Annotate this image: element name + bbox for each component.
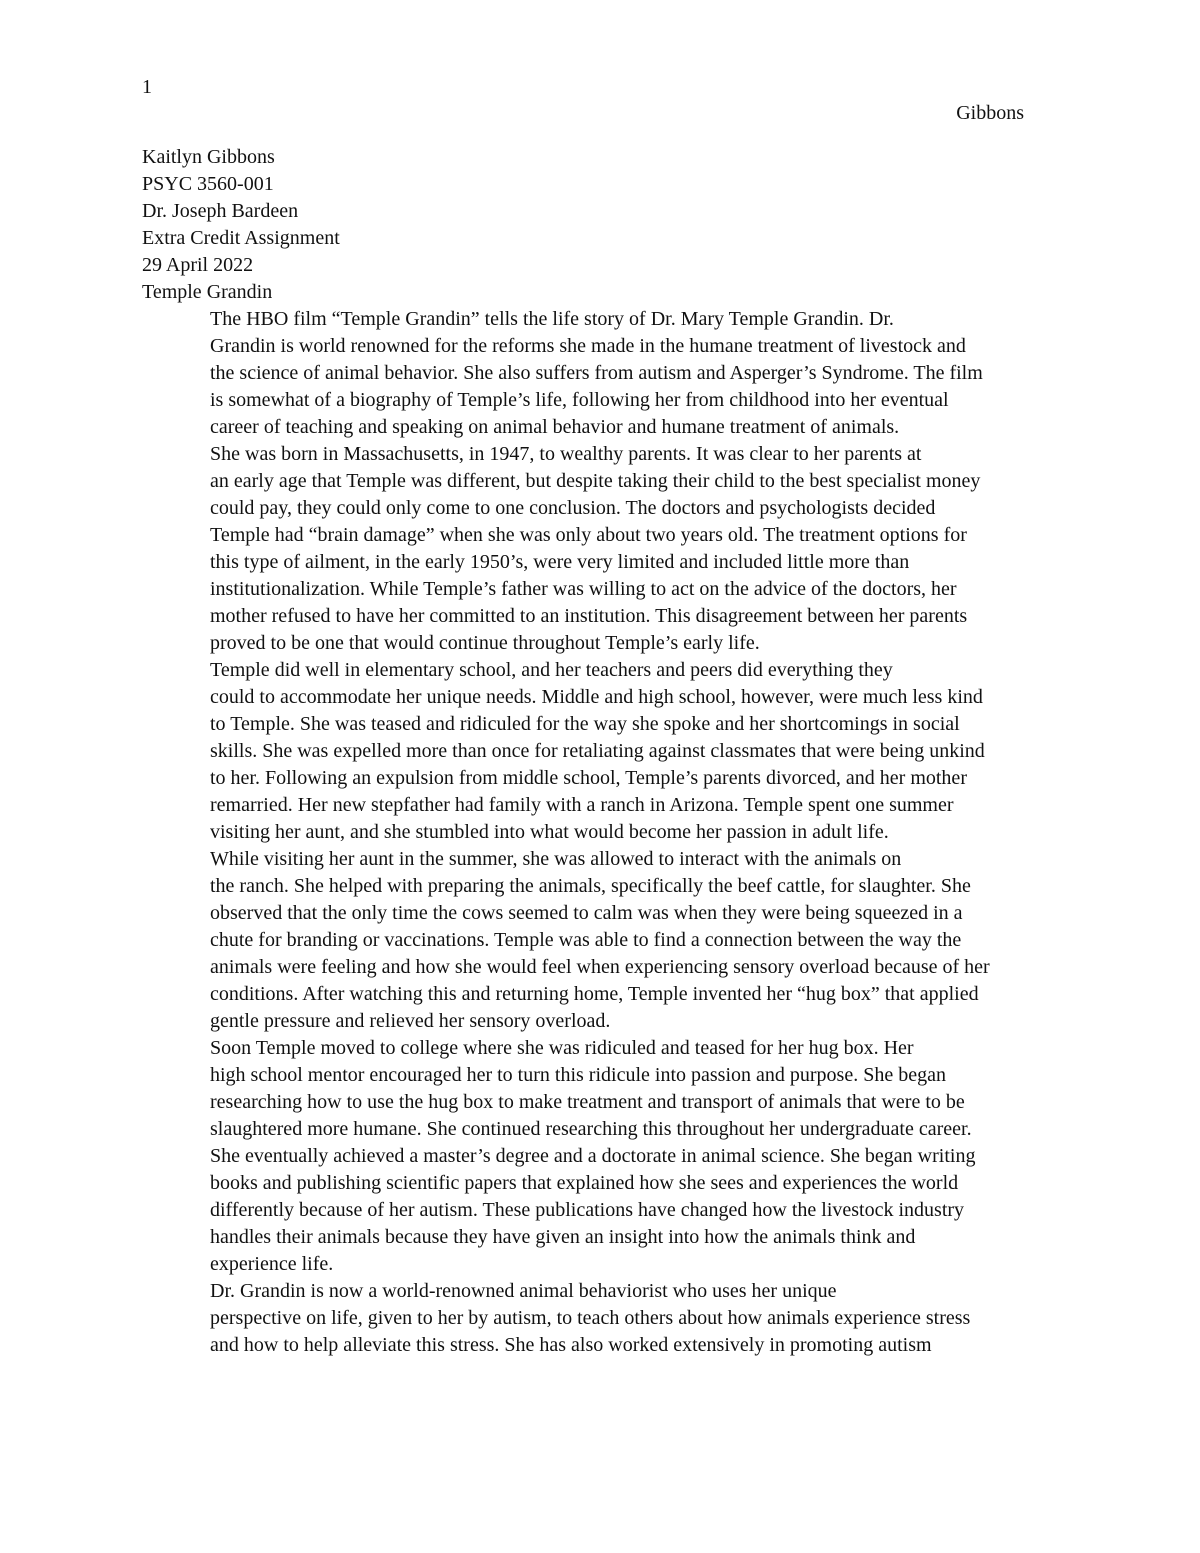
instructor-name: Dr. Joseph Bardeen — [142, 200, 299, 222]
paragraph-line: The HBO film “Temple Grandin” tells the life story of Dr. Mary Temple Grandin. Dr. — [210, 308, 894, 330]
paragraph-line: Soon Temple moved to college where she was ridiculed and teased for her hug box. Her — [210, 1037, 914, 1059]
paragraph-line: visiting her aunt, and she stumbled into what would become her passion in adult life. — [210, 821, 889, 843]
paragraph-line: Temple did well in elementary school, and her teachers and peers did everything they — [210, 659, 893, 681]
paragraph-line: Grandin is world renowned for the reforms she made in the humane treatment of livestock and — [210, 335, 966, 357]
paragraph-line: high school mentor encouraged her to turn this ridicule into passion and purpose. She began — [210, 1064, 946, 1086]
body-paragraph — [142, 657, 1064, 846]
body-paragraph — [142, 846, 1064, 1035]
paragraph-line: animals were feeling and how she would feel when experiencing sensory overload because of her — [210, 956, 990, 978]
document-date: 29 April 2022 — [142, 254, 254, 276]
paragraph-line: Dr. Grandin is now a world-renowned animal behaviorist who uses her unique — [210, 1280, 837, 1302]
page-number: 1 — [142, 76, 152, 98]
paragraph-line: differently because of her autism. These publications have changed how the livestock industry — [210, 1199, 965, 1221]
course-code: PSYC 3560-001 — [142, 173, 274, 195]
paragraph-line: could to accommodate her unique needs. Middle and high school, however, were much less kind — [210, 686, 983, 708]
paragraph-line: the ranch. She helped with preparing the animals, specifically the beef cattle, for slaughter. She — [210, 875, 971, 897]
paragraph-line: skills. She was expelled more than once for retaliating against classmates that were being unkind — [210, 740, 985, 762]
paragraph-line: this type of ailment, in the early 1950’s, were very limited and included little more than — [210, 551, 910, 573]
paragraph-line: gentle pressure and relieved her sensory overload. — [210, 1010, 611, 1032]
paragraph-line: the science of animal behavior. She also suffers from autism and Asperger’s Syndrome. The film — [210, 362, 983, 384]
paragraph-line: observed that the only time the cows seemed to calm was when they were being squeezed in a — [210, 902, 963, 924]
paragraph-line: experience life. — [210, 1253, 334, 1275]
paragraph-line: perspective on life, given to her by autism, to teach others about how animals experience stress — [210, 1307, 971, 1329]
paragraph-line: She eventually achieved a master’s degree and a doctorate in animal science. She began writing — [210, 1145, 976, 1167]
heading-block — [142, 144, 1064, 306]
body-paragraph — [142, 306, 1064, 441]
paragraph-line: slaughtered more humane. She continued researching this throughout her undergraduate career. — [210, 1118, 972, 1140]
paragraph-line: books and publishing scientific papers that explained how she sees and experiences the world — [210, 1172, 959, 1194]
paragraph-line: While visiting her aunt in the summer, she was allowed to interact with the animals on — [210, 848, 902, 870]
paragraph-line: could pay, they could only come to one conclusion. The doctors and psychologists decided — [210, 497, 936, 519]
paragraph-line: remarried. Her new stepfather had family with a ranch in Arizona. Temple spent one summer — [210, 794, 954, 816]
paragraph-line: mother refused to have her committed to an institution. This disagreement between her parents — [210, 605, 968, 627]
paragraph-line: researching how to use the hug box to make treatment and transport of animals that were to be — [210, 1091, 965, 1113]
body-paragraph — [142, 1278, 1064, 1359]
paragraph-line: chute for branding or vaccinations. Temple was able to find a connection between the way the — [210, 929, 962, 951]
author-name: Kaitlyn Gibbons — [142, 146, 275, 168]
body-paragraph — [142, 1035, 1064, 1278]
body-paragraphs — [142, 306, 1064, 1359]
assignment-name: Extra Credit Assignment — [142, 227, 340, 249]
paragraph-line: to her. Following an expulsion from middle school, Temple’s parents divorced, and her mother — [210, 767, 967, 789]
running-header: Gibbons — [956, 102, 1024, 124]
document-body — [142, 144, 1064, 1359]
paragraph-line: She was born in Massachusetts, in 1947, to wealthy parents. It was clear to her parents at — [210, 443, 922, 465]
paragraph-line: to Temple. She was teased and ridiculed for the way she spoke and her shortcomings in social — [210, 713, 960, 735]
paragraph-line: Temple had “brain damage” when she was only about two years old. The treatment options for — [210, 524, 967, 546]
paragraph-line: proved to be one that would continue throughout Temple’s early life. — [210, 632, 760, 654]
body-paragraph — [142, 441, 1064, 657]
paragraph-line: institutionalization. While Temple’s father was willing to act on the advice of the doctors, her — [210, 578, 957, 600]
paragraph-line: handles their animals because they have given an insight into how the animals think and — [210, 1226, 916, 1248]
paragraph-line: conditions. After watching this and returning home, Temple invented her “hug box” that applied — [210, 983, 979, 1005]
paragraph-line: career of teaching and speaking on animal behavior and humane treatment of animals. — [210, 416, 900, 438]
document-title: Temple Grandin — [142, 281, 273, 303]
paragraph-line: and how to help alleviate this stress. She has also worked extensively in promoting autism — [210, 1334, 932, 1356]
paragraph-line: is somewhat of a biography of Temple’s life, following her from childhood into her eventual — [210, 389, 949, 411]
paragraph-line: an early age that Temple was different, but despite taking their child to the best specialist money — [210, 470, 981, 492]
